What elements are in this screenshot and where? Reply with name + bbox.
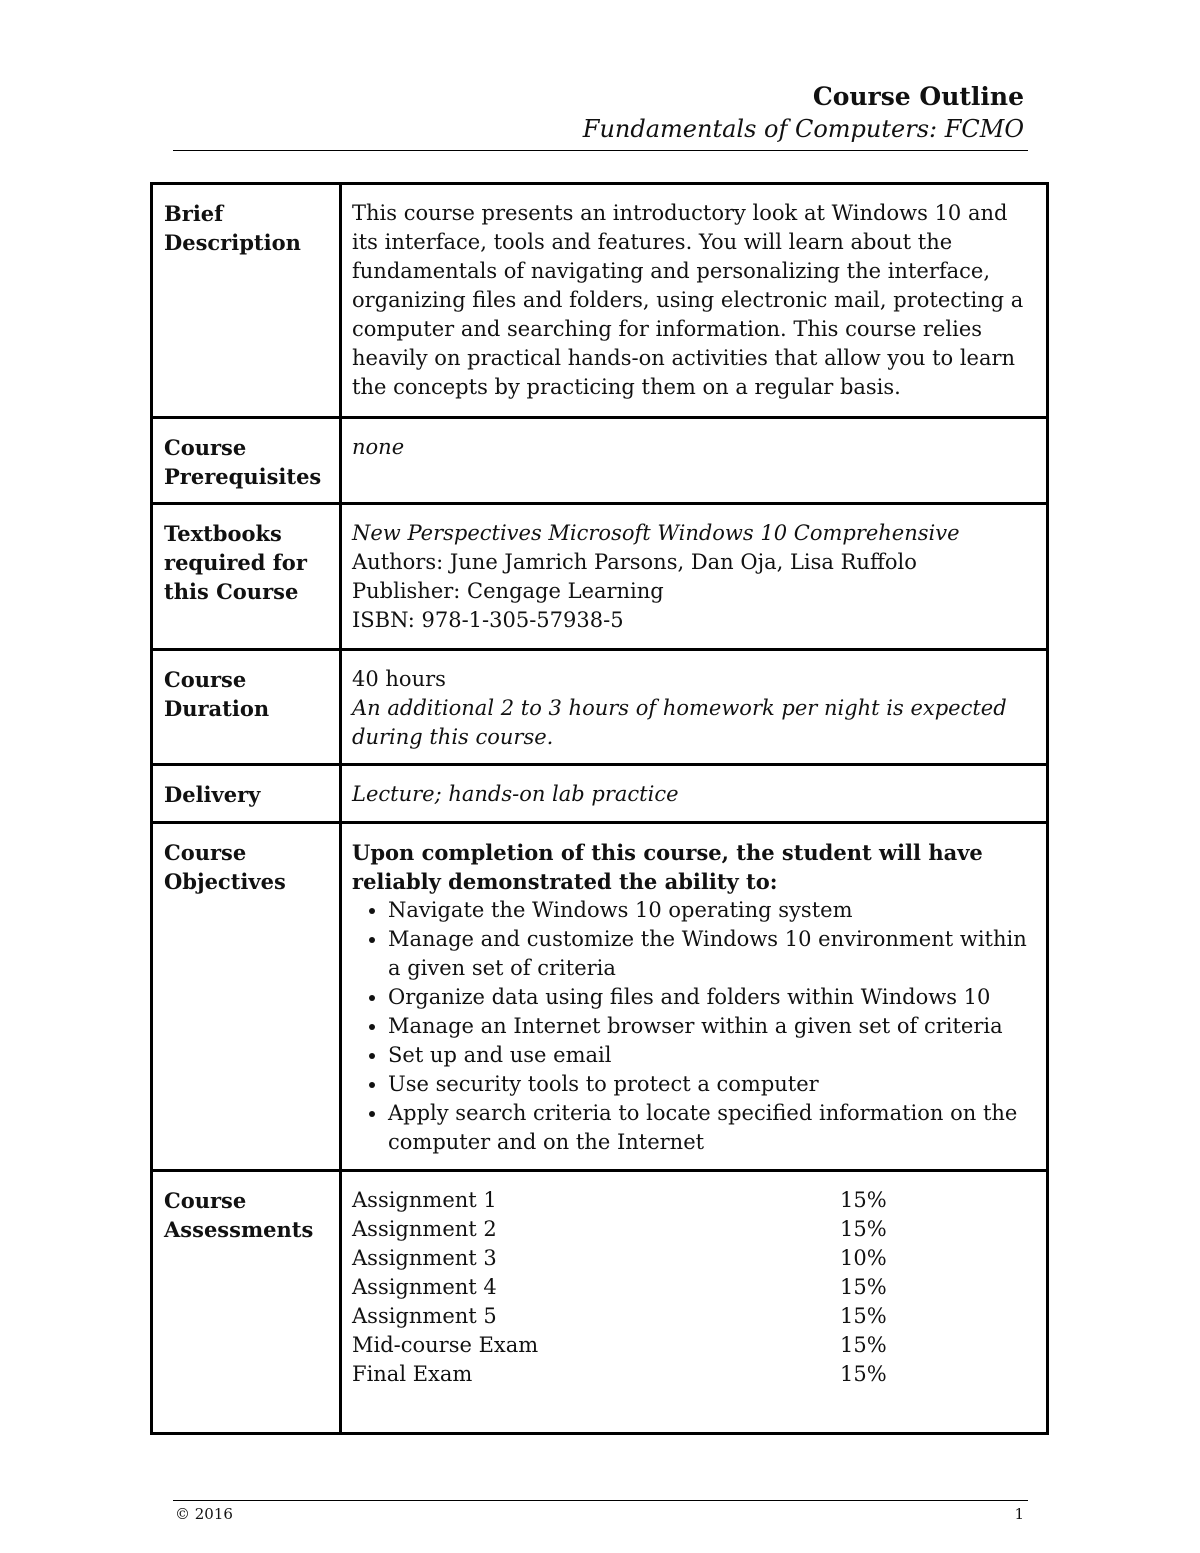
copyright-notice: © 2016 — [175, 1505, 233, 1523]
label-line: required for — [164, 550, 307, 575]
assessment-row — [352, 1360, 1036, 1389]
document-title: Course Outline — [812, 82, 1024, 111]
assessment-row — [352, 1244, 1036, 1273]
assessments-content — [341, 1171, 1048, 1434]
assessment-row — [352, 1215, 1036, 1244]
objectives-intro: Upon completion of this course, the student will have reliably demonstrated the ability to: — [352, 840, 983, 894]
objectives-list — [352, 896, 1036, 1157]
row-label — [152, 823, 341, 1171]
row-label — [152, 418, 341, 504]
page-footer — [173, 1500, 1028, 1523]
assessment-row — [352, 1302, 1036, 1331]
assessment-name: Assignment 4 — [352, 1275, 497, 1299]
assessment-name: Assignment 5 — [352, 1304, 497, 1328]
label-line: Textbooks — [164, 521, 282, 546]
page-number: 1 — [1014, 1505, 1024, 1523]
label-line: Course — [164, 435, 247, 460]
document-subtitle: Fundamentals of Computers: FCMO — [582, 115, 1024, 143]
label-line: Prerequisites — [164, 464, 322, 489]
row-label — [152, 650, 341, 765]
label-line: Brief — [164, 201, 224, 226]
label-line: Delivery — [164, 782, 261, 807]
assessment-row — [352, 1331, 1036, 1360]
list-item: • Manage and customize the Windows 10 environment within a given set of criteria — [388, 925, 1036, 983]
brief-description-text: This course presents an introductory look at Windows 10 and its interface, tools and features. You will learn about the fundamentals of navigating and personalizing the interface, organizing files and folders, using electronic mail, protecting a computer and searching for information. This course relies heavily on practical hands-on activities that allow you to learn the concepts by practicing them on a regular basis. — [341, 184, 1048, 418]
objectives-content — [341, 823, 1048, 1171]
textbook-isbn: ISBN: 978-1-305-57938-5 — [352, 608, 624, 632]
row-label — [152, 765, 341, 823]
prerequisites-text: none — [341, 418, 1048, 504]
row-delivery — [152, 765, 1048, 823]
document-header — [173, 80, 1028, 151]
row-label — [152, 1171, 341, 1434]
row-label — [152, 184, 341, 418]
row-objectives — [152, 823, 1048, 1171]
label-line: Course — [164, 840, 247, 865]
assessment-name: Assignment 2 — [352, 1217, 497, 1241]
duration-content — [341, 650, 1048, 765]
textbook-publisher: Publisher: Cengage Learning — [352, 579, 664, 603]
assessment-weight: 15% — [840, 1275, 887, 1299]
row-assessments — [152, 1171, 1048, 1434]
assessment-weight: 15% — [840, 1217, 887, 1241]
row-textbooks — [152, 504, 1048, 650]
list-item: • Navigate the Windows 10 operating system — [388, 896, 1036, 925]
row-label — [152, 504, 341, 650]
course-outline-table — [150, 182, 1049, 1435]
list-item: • Set up and use email — [388, 1041, 1036, 1070]
textbooks-content — [341, 504, 1048, 650]
assessment-name: Assignment 1 — [352, 1188, 497, 1212]
label-line: Course — [164, 667, 247, 692]
duration-hours: 40 hours — [352, 667, 446, 691]
list-item: • Apply search criteria to locate specified information on the computer and on the Internet — [388, 1099, 1036, 1157]
row-brief-description — [152, 184, 1048, 418]
list-item: • Organize data using files and folders within Windows 10 — [388, 983, 1036, 1012]
delivery-text: Lecture; hands-on lab practice — [341, 765, 1048, 823]
assessment-weight: 15% — [840, 1188, 887, 1212]
label-line: Assessments — [164, 1217, 314, 1242]
label-line: Description — [164, 230, 301, 255]
assessment-weight: 15% — [840, 1333, 887, 1357]
textbook-authors: Authors: June Jamrich Parsons, Dan Oja, Lisa Ruffolo — [352, 550, 917, 574]
duration-note: An additional 2 to 3 hours of homework per night is expected during this course. — [352, 696, 1007, 749]
assessment-name: Final Exam — [352, 1362, 473, 1386]
label-line: Course — [164, 1188, 247, 1213]
label-line: Objectives — [164, 869, 286, 894]
label-line: Duration — [164, 696, 270, 721]
assessment-name: Mid-course Exam — [352, 1333, 539, 1357]
assessment-name: Assignment 3 — [352, 1246, 497, 1270]
row-prerequisites — [152, 418, 1048, 504]
assessment-weight: 15% — [840, 1362, 887, 1386]
assessment-row — [352, 1273, 1036, 1302]
list-item: • Use security tools to protect a computer — [388, 1070, 1036, 1099]
assessment-weight: 15% — [840, 1304, 887, 1328]
assessment-row — [352, 1186, 1036, 1215]
assessment-weight: 10% — [840, 1246, 887, 1270]
label-line: this Course — [164, 579, 299, 604]
list-item: • Manage an Internet browser within a given set of criteria — [388, 1012, 1036, 1041]
row-duration — [152, 650, 1048, 765]
textbook-title: New Perspectives Microsoft Windows 10 Comprehensive — [352, 521, 960, 545]
